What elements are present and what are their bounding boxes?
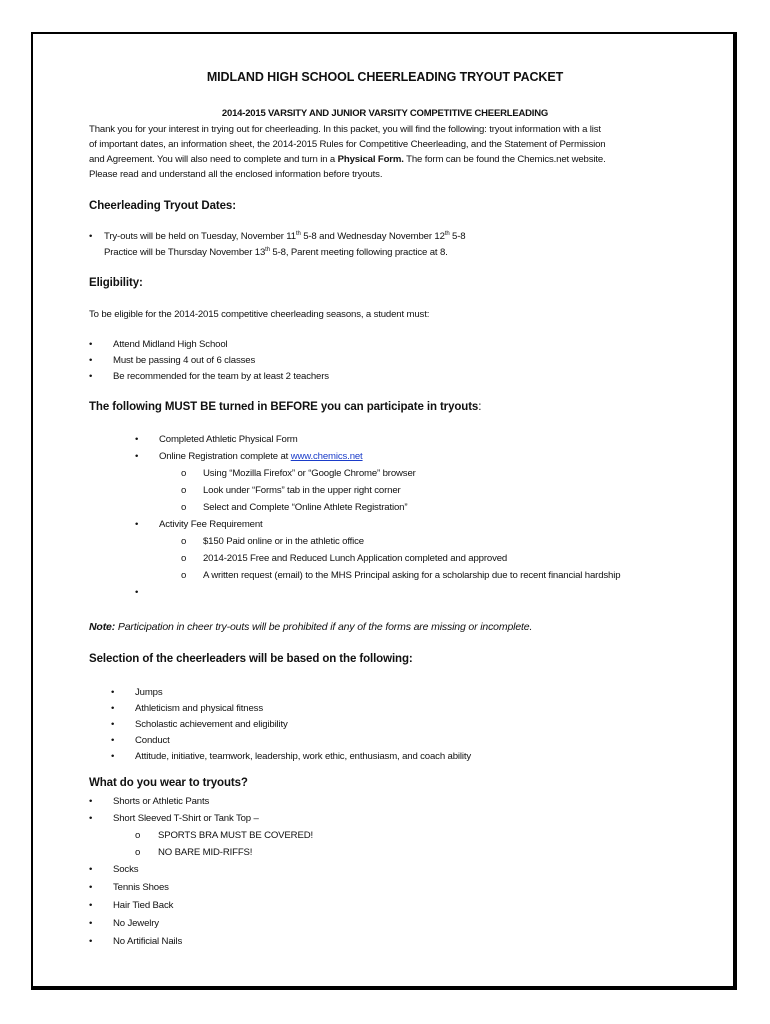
list-item: • Short Sleeved T-Shirt or Tank Top – — [89, 813, 259, 824]
intro-line: Thank you for your interest in trying out for cheerleading. In this packet, you will find the following: tryout information with a list — [89, 124, 601, 135]
list-item: • Hair Tied Back — [89, 900, 174, 911]
requirements-heading: The following MUST BE turned in BEFORE you can participate in tryouts: — [89, 401, 482, 413]
list-item: • Scholastic achievement and eligibility — [111, 719, 288, 730]
note: Note: Participation in cheer try-outs will be prohibited if any of the forms are missing or incomplete. — [89, 621, 533, 633]
wear-list — [89, 794, 313, 952]
list-item: • No Artificial Nails — [89, 936, 183, 947]
page-subtitle: 2014-2015 VARSITY AND JUNIOR VARSITY COMPETITIVE CHEERLEADING — [221, 108, 549, 119]
sub-list-item: o A written request (email) to the MHS Principal asking for a scholarship due to recent financial hardship — [181, 570, 621, 581]
list-item: • Activity Fee Requirement — [135, 519, 263, 530]
empty-list-item: • — [135, 587, 139, 598]
list-item: • Conduct — [111, 735, 170, 746]
list-item: • Try-outs will be held on Tuesday, November 11th 5-8 and Wednesday November 12th 5-8 — [89, 230, 466, 242]
list-item: • Jumps — [111, 687, 163, 698]
dates-heading: Cheerleading Tryout Dates: — [89, 200, 236, 212]
eligibility-intro: To be eligible for the 2014-2015 competitive cheerleading seasons, a student must: — [89, 309, 430, 320]
sub-list-item: o $150 Paid online or in the athletic office — [181, 536, 364, 547]
eligibility-list — [89, 337, 329, 385]
selection-heading: Selection of the cheerleaders will be based on the following: — [89, 653, 413, 665]
list-item: • Attitude, initiative, teamwork, leadership, work ethic, enthusiasm, and coach ability — [111, 751, 471, 762]
list-item: • Socks — [89, 864, 139, 875]
chemics-link[interactable]: www.chemics.net — [290, 451, 363, 462]
list-item: • Completed Athletic Physical Form — [135, 434, 298, 445]
intro-line: Please read and understand all the enclosed information before tryouts. — [89, 169, 383, 180]
sub-list-item: o 2014-2015 Free and Reduced Lunch Application completed and approved — [181, 553, 508, 564]
eligibility-heading: Eligibility: — [89, 277, 143, 289]
note-label: Note: — [89, 621, 116, 633]
intro-paragraph — [89, 122, 679, 182]
requirements-list — [135, 432, 621, 602]
sub-list-item: o Select and Complete “Online Athlete Registration” — [181, 502, 408, 513]
sub-list-item: o Using “Mozilla Firefox” or “Google Chrome” browser — [181, 468, 416, 479]
page-title: MIDLAND HIGH SCHOOL CHEERLEADING TRYOUT PACKET — [206, 70, 564, 84]
list-item: • Be recommended for the team by at least 2 teachers — [89, 371, 329, 382]
selection-list — [111, 685, 471, 765]
wear-heading: What do you wear to tryouts? — [89, 777, 248, 789]
list-item: • Must be passing 4 out of 6 classes — [89, 355, 256, 366]
list-item: • Shorts or Athletic Pants — [89, 796, 210, 807]
sub-list-item: o Look under “Forms” tab in the upper right corner — [181, 485, 401, 496]
list-item: • No Jewelry — [89, 918, 159, 929]
sub-list-item: o NO BARE MID-RIFFS! — [135, 847, 253, 858]
list-item: • Tennis Shoes — [89, 882, 169, 893]
physical-form-emphasis: Physical Form. — [337, 154, 404, 165]
sub-list-item: o SPORTS BRA MUST BE COVERED! — [135, 830, 313, 841]
list-item: Practice will be Thursday November 13th 5-8, Parent meeting following practice at 8. — [104, 246, 448, 258]
intro-line: and Agreement. You will also need to complete and turn in a Physical Form. The form can be found the Chemics.net website. — [89, 154, 606, 165]
list-item: • Athleticism and physical fitness — [111, 703, 263, 714]
dates-list — [89, 229, 466, 261]
intro-line: of important dates, an information sheet, the 2014-2015 Rules for Competitive Cheerleading, and the Statement of Permission — [89, 139, 606, 150]
list-item: • Online Registration complete at www.chemics.net — [135, 451, 363, 462]
list-item: • Attend Midland High School — [89, 339, 228, 350]
